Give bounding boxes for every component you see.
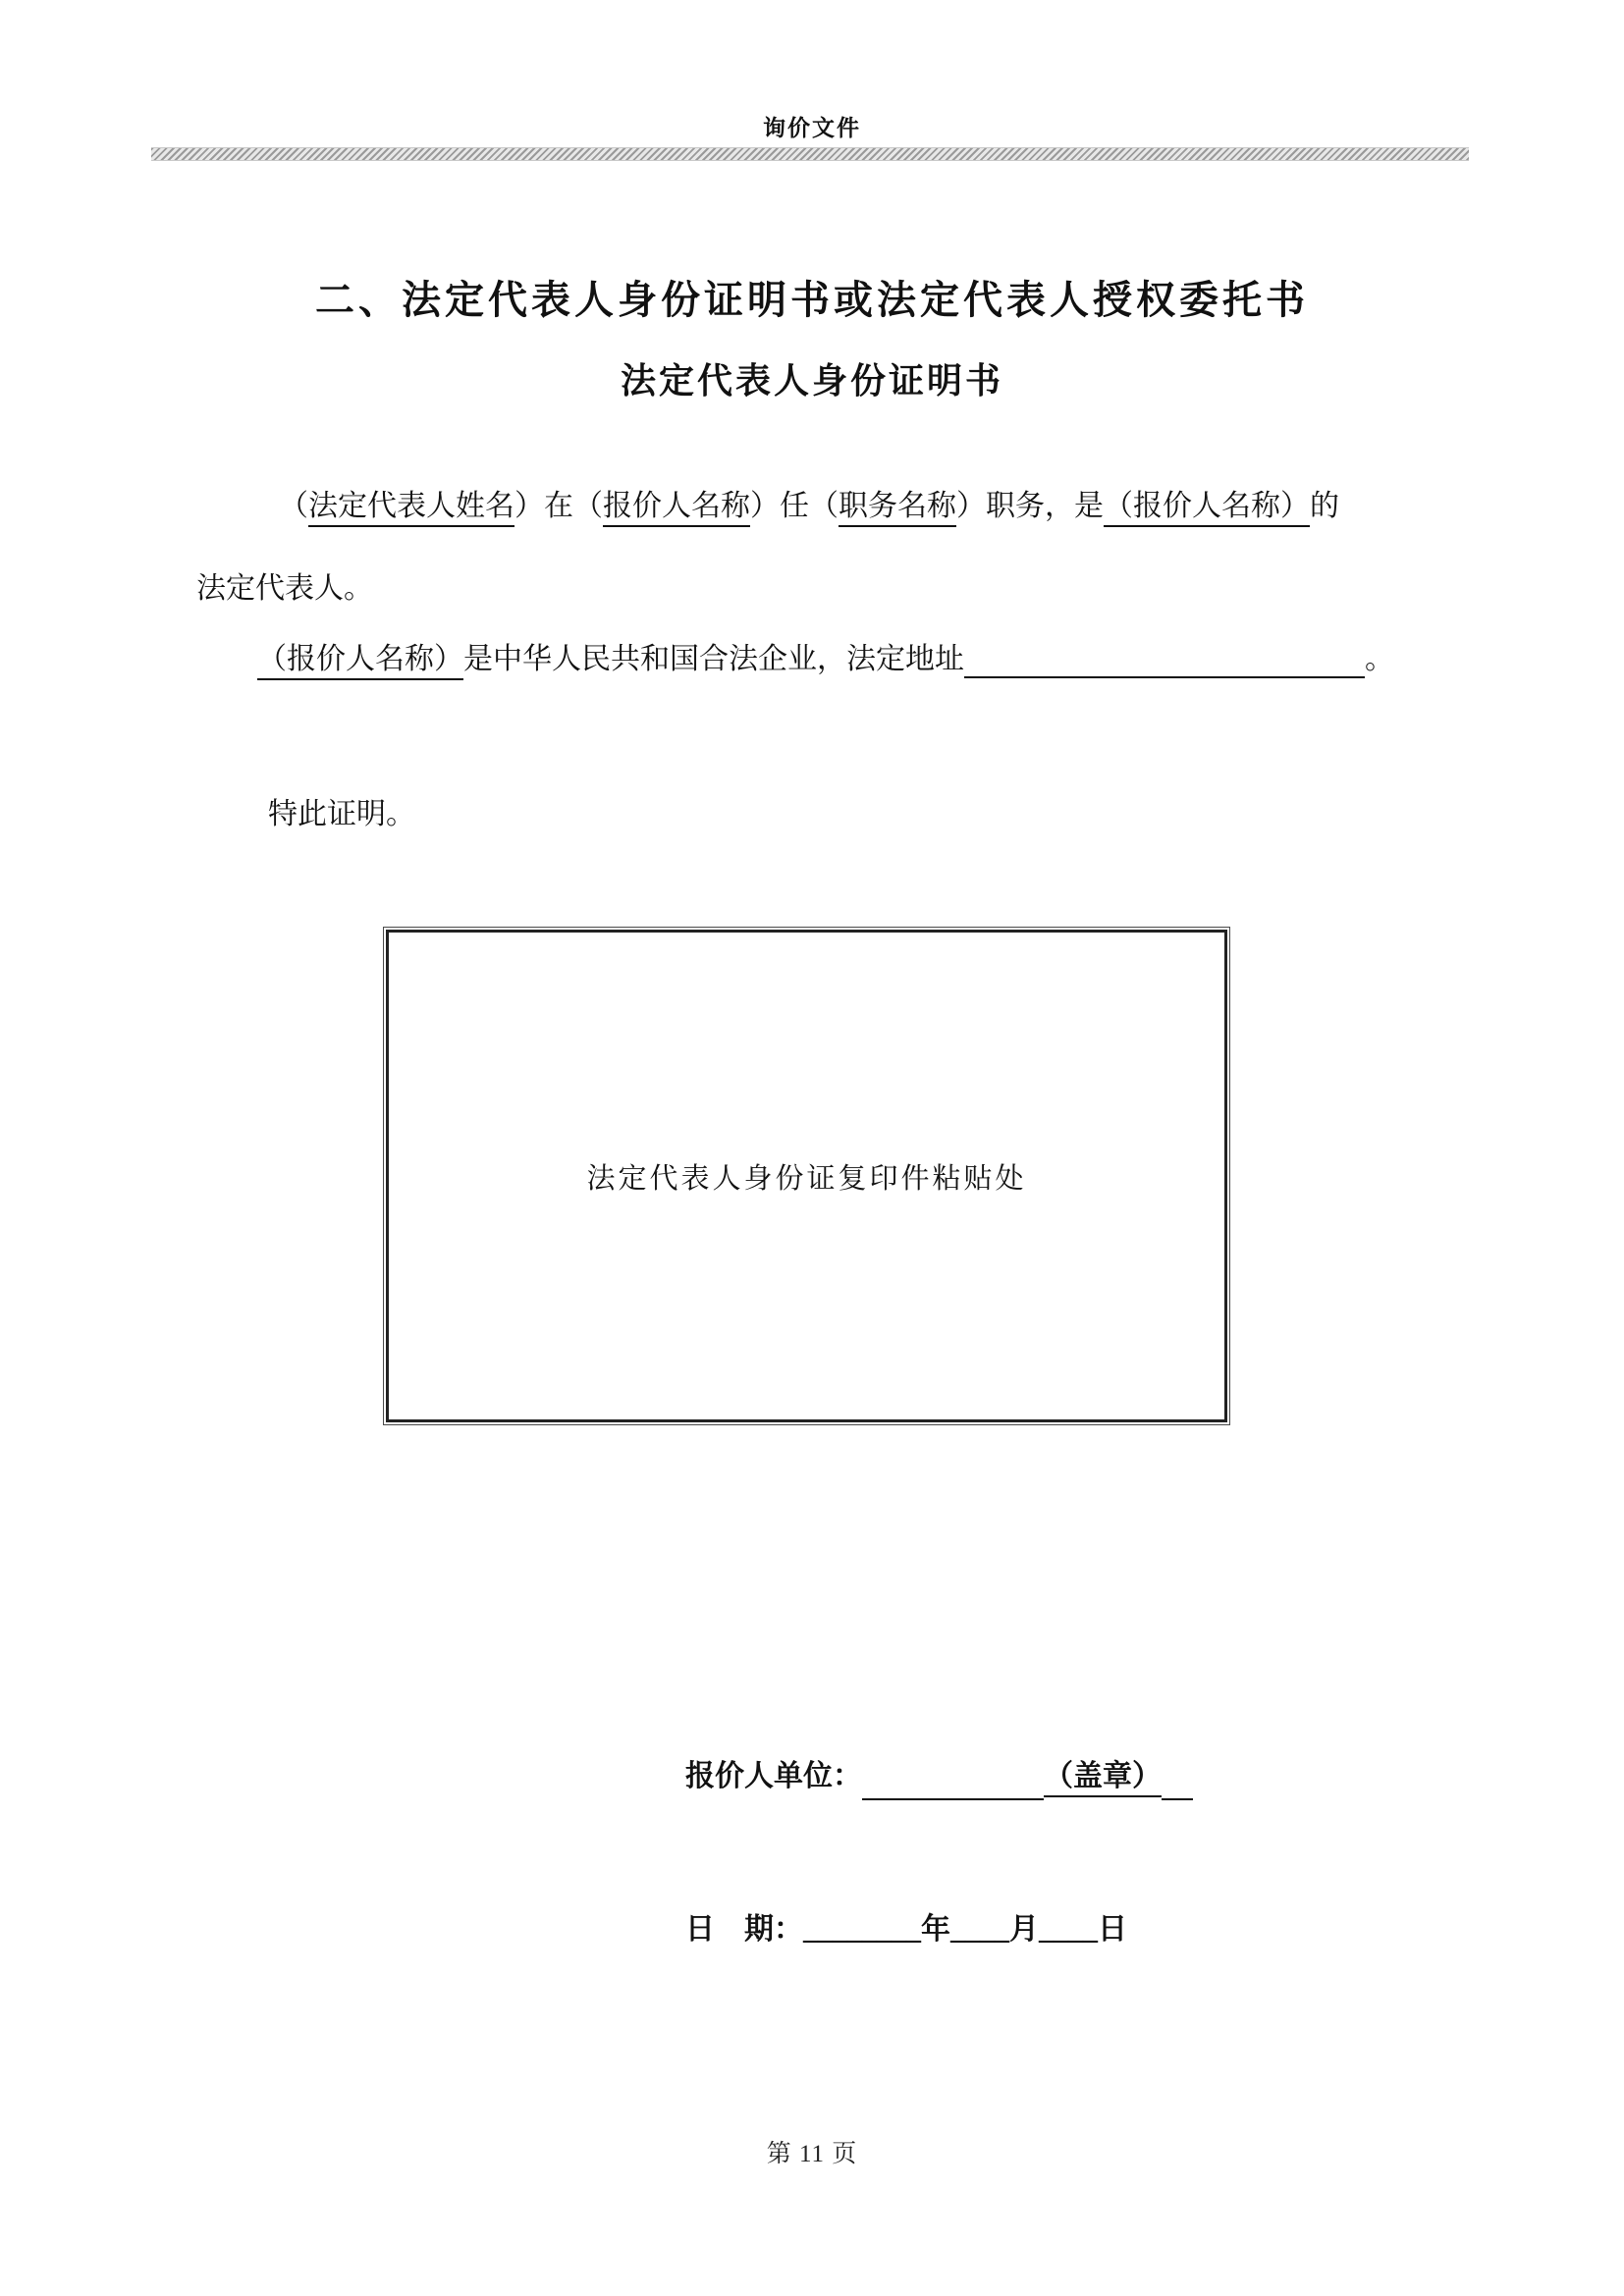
underlined-text: 法定代表人姓名 bbox=[308, 490, 514, 527]
underlined-text: （报价人名称） bbox=[1104, 490, 1310, 527]
legal-rep-statement-line1 bbox=[196, 485, 1545, 528]
date-line: 日 期：________年____月____日 bbox=[685, 1913, 1127, 1946]
header-divider-band bbox=[151, 147, 1469, 161]
page-number: 第 11 页 bbox=[766, 2141, 858, 2167]
underlined-text: 职务名称 bbox=[839, 490, 956, 527]
legal-rep-statement-line2: 法定代表人。 bbox=[196, 572, 373, 605]
plain-text: 报价人单位： bbox=[685, 1760, 862, 1792]
underlined-text: （盖章） bbox=[1044, 1760, 1162, 1797]
section-title: 二、法定代表人身份证明书或法定代表人授权委托书 bbox=[315, 278, 1309, 322]
plain-text: ）职务，是 bbox=[956, 490, 1104, 522]
plain-text: ）任（ bbox=[750, 490, 839, 522]
plain-text: 。 bbox=[1365, 643, 1394, 675]
certify-statement: 特此证明。 bbox=[268, 798, 415, 830]
fill-in-blank bbox=[862, 1769, 1044, 1800]
bidder-unit-seal-line bbox=[685, 1751, 1193, 1800]
id-copy-paste-box-inner bbox=[386, 930, 1227, 1422]
plain-text: 是中华人民共和国合法企业，法定地址 bbox=[463, 643, 964, 675]
company-legality-statement bbox=[196, 638, 1534, 681]
underlined-text: （报价人名称） bbox=[257, 643, 463, 680]
plain-text: 的 bbox=[1310, 490, 1339, 522]
document-type-header: 询价文件 bbox=[763, 116, 861, 140]
certificate-title: 法定代表人身份证明书 bbox=[620, 361, 1003, 400]
id-copy-paste-box-label: 法定代表人身份证复印件粘贴处 bbox=[586, 1162, 1027, 1195]
id-copy-paste-box bbox=[383, 927, 1230, 1425]
underlined-text: 报价人名称 bbox=[603, 490, 750, 527]
plain-text: （ bbox=[279, 490, 308, 522]
plain-text: ）在（ bbox=[514, 490, 603, 522]
fill-in-blank bbox=[1162, 1769, 1193, 1800]
fill-in-blank bbox=[964, 647, 1365, 678]
